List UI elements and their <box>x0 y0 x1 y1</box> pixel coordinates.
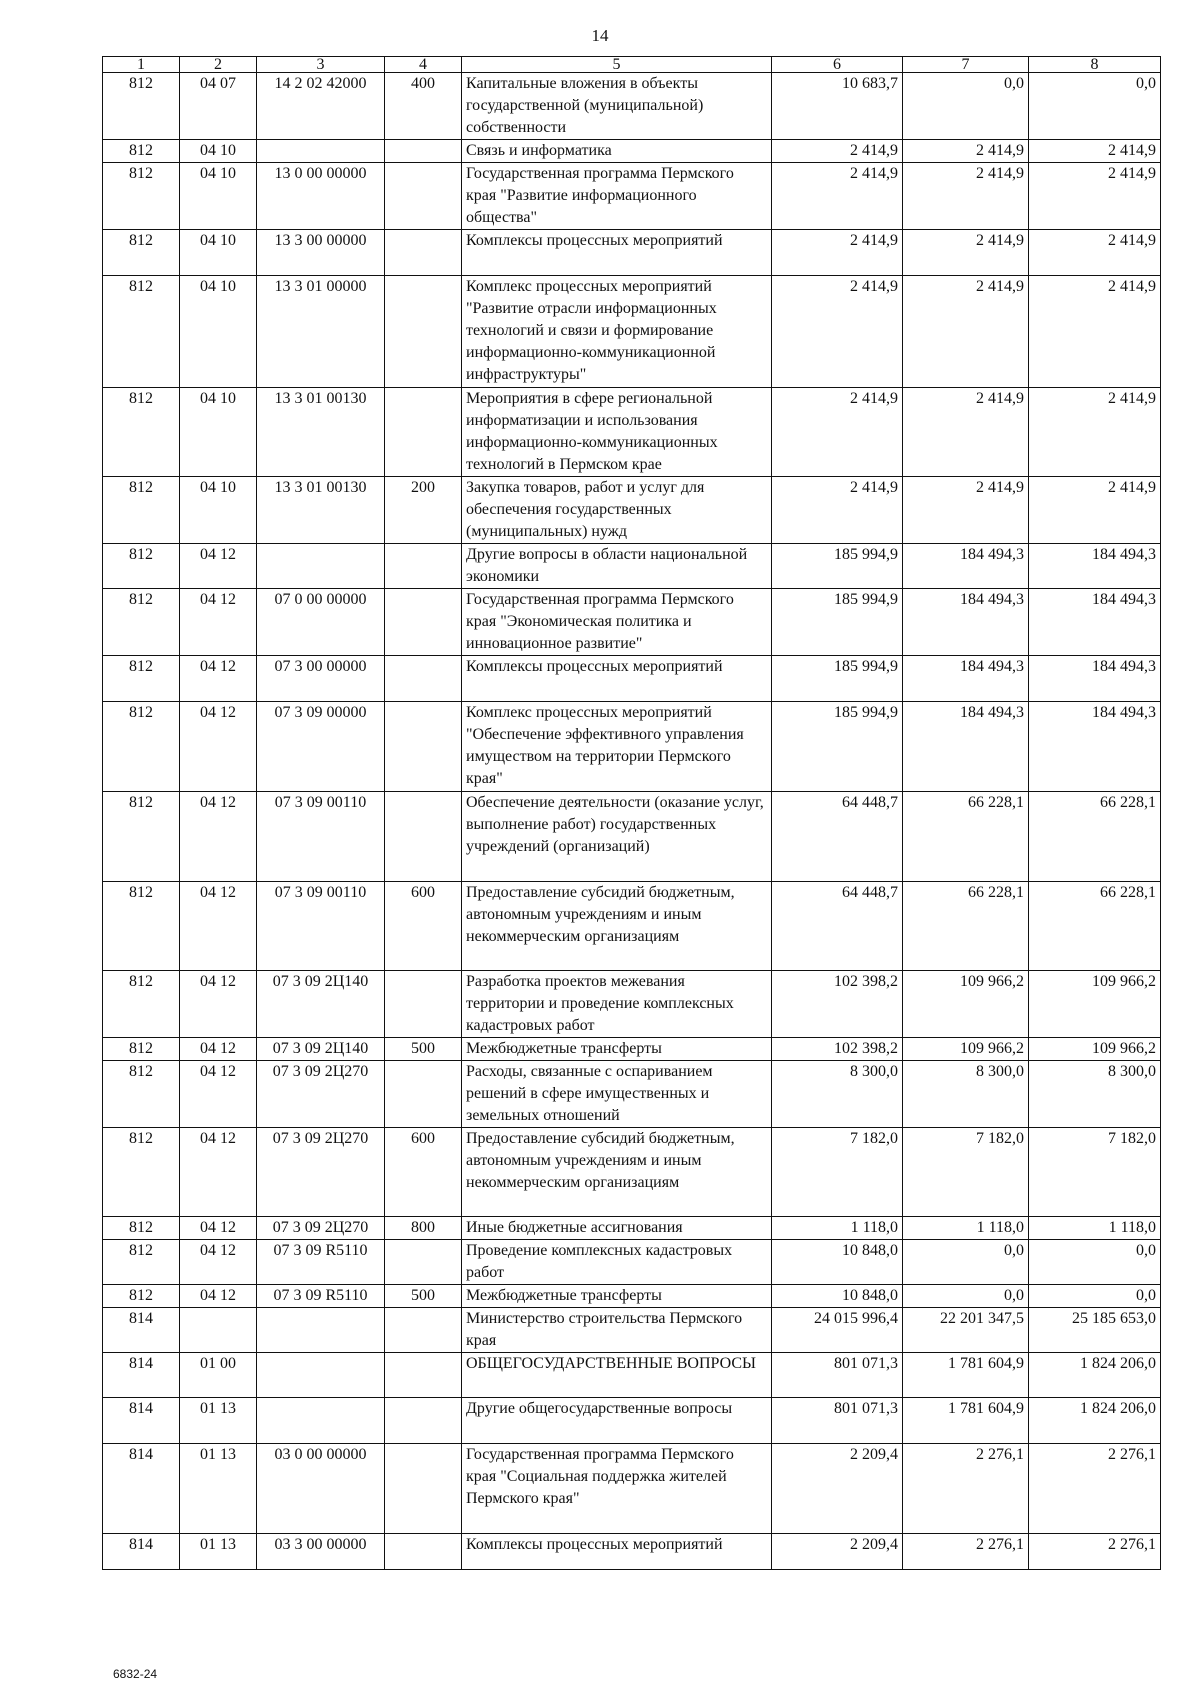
cell-chapter-code: 812 <box>103 276 180 388</box>
cell-amount-1: 10 848,0 <box>772 1240 903 1285</box>
cell-section-code: 04 10 <box>180 477 257 544</box>
cell-target-article: 07 3 09 2Ц270 <box>257 1217 385 1240</box>
table-row <box>103 1061 1161 1128</box>
cell-target-article <box>257 544 385 589</box>
cell-amount-1: 24 015 996,4 <box>772 1308 903 1353</box>
cell-section-code <box>180 1308 257 1353</box>
table-row <box>103 792 1161 882</box>
cell-expense-type <box>385 276 462 388</box>
cell-amount-3: 184 494,3 <box>1029 702 1161 792</box>
cell-name: Комплекс процессных мероприятий "Обеспечение эффективного управления имуществом на территории Пермского края" <box>462 702 772 792</box>
cell-amount-3: 66 228,1 <box>1029 792 1161 882</box>
cell-target-article <box>257 1353 385 1398</box>
cell-name: Закупка товаров, работ и услуг для обеспечения государственных (муниципальных) нужд <box>462 477 772 544</box>
cell-expense-type: 600 <box>385 1128 462 1217</box>
cell-section-code: 01 13 <box>180 1444 257 1534</box>
cell-expense-type: 800 <box>385 1217 462 1240</box>
cell-amount-2: 184 494,3 <box>903 589 1029 656</box>
cell-target-article: 13 0 00 00000 <box>257 163 385 230</box>
cell-chapter-code: 812 <box>103 544 180 589</box>
table-row <box>103 544 1161 589</box>
cell-chapter-code: 812 <box>103 140 180 163</box>
cell-amount-2: 2 276,1 <box>903 1444 1029 1534</box>
cell-target-article: 13 3 01 00130 <box>257 477 385 544</box>
cell-name: Расходы, связанные с оспариванием решений в сфере имущественных и земельных отношений <box>462 1061 772 1128</box>
cell-amount-2: 184 494,3 <box>903 702 1029 792</box>
cell-chapter-code: 812 <box>103 163 180 230</box>
table-row <box>103 971 1161 1038</box>
cell-target-article: 13 3 01 00000 <box>257 276 385 388</box>
cell-section-code: 04 12 <box>180 656 257 702</box>
cell-target-article: 07 3 09 R5110 <box>257 1285 385 1308</box>
cell-amount-3: 2 414,9 <box>1029 163 1161 230</box>
cell-amount-2: 2 414,9 <box>903 477 1029 544</box>
cell-section-code: 04 12 <box>180 1038 257 1061</box>
cell-section-code: 04 12 <box>180 1128 257 1217</box>
table-row <box>103 163 1161 230</box>
table-row <box>103 1240 1161 1285</box>
cell-section-code: 04 12 <box>180 882 257 971</box>
cell-amount-3: 2 414,9 <box>1029 230 1161 276</box>
cell-amount-2: 2 276,1 <box>903 1534 1029 1570</box>
cell-amount-3: 0,0 <box>1029 73 1161 140</box>
cell-amount-1: 2 414,9 <box>772 163 903 230</box>
cell-section-code: 04 10 <box>180 276 257 388</box>
cell-amount-2: 2 414,9 <box>903 163 1029 230</box>
table-row <box>103 1285 1161 1308</box>
cell-amount-2: 2 414,9 <box>903 140 1029 163</box>
cell-chapter-code: 812 <box>103 702 180 792</box>
table-row <box>103 1217 1161 1240</box>
cell-target-article: 07 3 09 2Ц270 <box>257 1061 385 1128</box>
cell-chapter-code: 812 <box>103 971 180 1038</box>
column-header-8: 8 <box>1029 57 1161 73</box>
cell-amount-2: 0,0 <box>903 1240 1029 1285</box>
cell-name: Государственная программа Пермского края "Экономическая политика и инновационное развитие" <box>462 589 772 656</box>
cell-target-article: 07 3 09 2Ц270 <box>257 1128 385 1217</box>
cell-target-article: 14 2 02 42000 <box>257 73 385 140</box>
cell-chapter-code: 812 <box>103 589 180 656</box>
cell-amount-3: 7 182,0 <box>1029 1128 1161 1217</box>
cell-amount-1: 102 398,2 <box>772 1038 903 1061</box>
cell-expense-type: 500 <box>385 1285 462 1308</box>
cell-chapter-code: 812 <box>103 1061 180 1128</box>
cell-chapter-code: 814 <box>103 1398 180 1444</box>
cell-name: Связь и информатика <box>462 140 772 163</box>
cell-name: Другие общегосударственные вопросы <box>462 1398 772 1444</box>
cell-chapter-code: 812 <box>103 792 180 882</box>
cell-amount-2: 8 300,0 <box>903 1061 1029 1128</box>
cell-name: Предоставление субсидий бюджетным, автономным учреждениям и иным некоммерческим организациям <box>462 882 772 971</box>
cell-target-article: 07 3 00 00000 <box>257 656 385 702</box>
cell-name: Государственная программа Пермского края "Социальная поддержка жителей Пермского края" <box>462 1444 772 1534</box>
cell-expense-type <box>385 230 462 276</box>
cell-amount-1: 801 071,3 <box>772 1398 903 1444</box>
table-row <box>103 1398 1161 1444</box>
cell-amount-1: 185 994,9 <box>772 656 903 702</box>
cell-expense-type: 600 <box>385 882 462 971</box>
cell-amount-1: 185 994,9 <box>772 702 903 792</box>
table-row <box>103 882 1161 971</box>
table-row <box>103 140 1161 163</box>
column-header-3: 3 <box>257 57 385 73</box>
cell-name: Предоставление субсидий бюджетным, автономным учреждениям и иным некоммерческим организациям <box>462 1128 772 1217</box>
table-row <box>103 1128 1161 1217</box>
cell-section-code: 04 12 <box>180 792 257 882</box>
page-number: 14 <box>591 26 609 45</box>
cell-expense-type <box>385 792 462 882</box>
cell-expense-type <box>385 1534 462 1570</box>
cell-amount-3: 1 824 206,0 <box>1029 1398 1161 1444</box>
cell-chapter-code: 814 <box>103 1353 180 1398</box>
cell-amount-1: 64 448,7 <box>772 792 903 882</box>
cell-amount-1: 2 414,9 <box>772 477 903 544</box>
table-row <box>103 589 1161 656</box>
cell-amount-3: 2 414,9 <box>1029 276 1161 388</box>
cell-amount-1: 102 398,2 <box>772 971 903 1038</box>
cell-amount-2: 2 414,9 <box>903 388 1029 477</box>
cell-expense-type <box>385 1398 462 1444</box>
cell-target-article: 03 3 00 00000 <box>257 1534 385 1570</box>
cell-amount-2: 184 494,3 <box>903 544 1029 589</box>
cell-amount-2: 0,0 <box>903 1285 1029 1308</box>
cell-amount-3: 1 824 206,0 <box>1029 1353 1161 1398</box>
table-row <box>103 1353 1161 1398</box>
cell-chapter-code: 812 <box>103 230 180 276</box>
cell-expense-type <box>385 388 462 477</box>
cell-expense-type <box>385 589 462 656</box>
cell-target-article: 07 0 00 00000 <box>257 589 385 656</box>
cell-amount-3: 184 494,3 <box>1029 589 1161 656</box>
cell-amount-1: 1 118,0 <box>772 1217 903 1240</box>
cell-section-code: 04 10 <box>180 163 257 230</box>
cell-chapter-code: 814 <box>103 1534 180 1570</box>
cell-expense-type <box>385 971 462 1038</box>
table-row <box>103 1038 1161 1061</box>
cell-chapter-code: 812 <box>103 477 180 544</box>
cell-target-article: 07 3 09 R5110 <box>257 1240 385 1285</box>
cell-name: Обеспечение деятельности (оказание услуг, выполнение работ) государственных учреждений (организаций) <box>462 792 772 882</box>
cell-expense-type <box>385 140 462 163</box>
cell-target-article: 13 3 00 00000 <box>257 230 385 276</box>
column-header-7: 7 <box>903 57 1029 73</box>
column-header-6: 6 <box>772 57 903 73</box>
cell-amount-3: 1 118,0 <box>1029 1217 1161 1240</box>
cell-amount-3: 2 414,9 <box>1029 477 1161 544</box>
cell-target-article <box>257 1308 385 1353</box>
cell-target-article <box>257 140 385 163</box>
cell-target-article: 07 3 09 2Ц140 <box>257 1038 385 1061</box>
table-header-row <box>103 57 1161 73</box>
table-row <box>103 73 1161 140</box>
cell-amount-3: 184 494,3 <box>1029 656 1161 702</box>
cell-amount-1: 2 414,9 <box>772 388 903 477</box>
cell-amount-3: 109 966,2 <box>1029 1038 1161 1061</box>
cell-name: Комплексы процессных мероприятий <box>462 1534 772 1570</box>
cell-name: Комплекс процессных мероприятий "Развитие отрасли информационных технологий и связи и формирование информационно-коммуникационной инфраструктуры" <box>462 276 772 388</box>
cell-amount-1: 64 448,7 <box>772 882 903 971</box>
cell-amount-3: 0,0 <box>1029 1285 1161 1308</box>
cell-expense-type <box>385 656 462 702</box>
cell-section-code: 04 10 <box>180 388 257 477</box>
cell-target-article <box>257 1398 385 1444</box>
cell-chapter-code: 812 <box>103 656 180 702</box>
cell-amount-1: 2 414,9 <box>772 230 903 276</box>
cell-amount-1: 7 182,0 <box>772 1128 903 1217</box>
cell-target-article: 13 3 01 00130 <box>257 388 385 477</box>
cell-name: Проведение комплексных кадастровых работ <box>462 1240 772 1285</box>
cell-amount-3: 0,0 <box>1029 1240 1161 1285</box>
cell-name: Комплексы процессных мероприятий <box>462 230 772 276</box>
cell-amount-2: 2 414,9 <box>903 276 1029 388</box>
cell-amount-1: 8 300,0 <box>772 1061 903 1128</box>
cell-amount-1: 10 848,0 <box>772 1285 903 1308</box>
cell-section-code: 04 12 <box>180 702 257 792</box>
table-row <box>103 230 1161 276</box>
cell-amount-3: 2 276,1 <box>1029 1534 1161 1570</box>
cell-section-code: 04 12 <box>180 971 257 1038</box>
cell-name: Межбюджетные трансферты <box>462 1038 772 1061</box>
cell-amount-3: 8 300,0 <box>1029 1061 1161 1128</box>
cell-expense-type <box>385 1061 462 1128</box>
cell-chapter-code: 812 <box>103 882 180 971</box>
cell-amount-3: 184 494,3 <box>1029 544 1161 589</box>
cell-name: Государственная программа Пермского края "Развитие информационного общества" <box>462 163 772 230</box>
cell-expense-type <box>385 1240 462 1285</box>
cell-name: Комплексы процессных мероприятий <box>462 656 772 702</box>
cell-amount-2: 184 494,3 <box>903 656 1029 702</box>
table-row <box>103 276 1161 388</box>
cell-expense-type: 200 <box>385 477 462 544</box>
cell-chapter-code: 812 <box>103 1217 180 1240</box>
cell-amount-3: 66 228,1 <box>1029 882 1161 971</box>
cell-amount-1: 2 414,9 <box>772 276 903 388</box>
cell-section-code: 04 07 <box>180 73 257 140</box>
cell-target-article: 07 3 09 00000 <box>257 702 385 792</box>
cell-amount-1: 2 209,4 <box>772 1534 903 1570</box>
cell-expense-type <box>385 1308 462 1353</box>
cell-amount-3: 2 276,1 <box>1029 1444 1161 1534</box>
cell-section-code: 04 12 <box>180 1217 257 1240</box>
table-row <box>103 1308 1161 1353</box>
cell-amount-3: 2 414,9 <box>1029 140 1161 163</box>
cell-amount-2: 1 118,0 <box>903 1217 1029 1240</box>
cell-section-code: 04 10 <box>180 140 257 163</box>
cell-expense-type: 400 <box>385 73 462 140</box>
cell-name: Министерство строительства Пермского края <box>462 1308 772 1353</box>
cell-section-code: 04 12 <box>180 589 257 656</box>
cell-amount-2: 66 228,1 <box>903 792 1029 882</box>
table-row <box>103 477 1161 544</box>
table-row <box>103 1534 1161 1570</box>
cell-section-code: 04 10 <box>180 230 257 276</box>
cell-amount-2: 2 414,9 <box>903 230 1029 276</box>
cell-amount-2: 22 201 347,5 <box>903 1308 1029 1353</box>
cell-amount-3: 109 966,2 <box>1029 971 1161 1038</box>
cell-chapter-code: 812 <box>103 1285 180 1308</box>
cell-chapter-code: 812 <box>103 388 180 477</box>
cell-target-article: 07 3 09 00110 <box>257 882 385 971</box>
budget-table <box>102 56 1161 1570</box>
cell-amount-2: 0,0 <box>903 73 1029 140</box>
cell-amount-2: 1 781 604,9 <box>903 1353 1029 1398</box>
cell-amount-1: 10 683,7 <box>772 73 903 140</box>
cell-amount-2: 1 781 604,9 <box>903 1398 1029 1444</box>
cell-name: Капитальные вложения в объекты государственной (муниципальной) собственности <box>462 73 772 140</box>
cell-amount-3: 25 185 653,0 <box>1029 1308 1161 1353</box>
cell-section-code: 04 12 <box>180 1285 257 1308</box>
cell-section-code: 04 12 <box>180 1061 257 1128</box>
column-header-2: 2 <box>180 57 257 73</box>
table-row <box>103 702 1161 792</box>
cell-amount-1: 185 994,9 <box>772 589 903 656</box>
cell-amount-2: 7 182,0 <box>903 1128 1029 1217</box>
cell-amount-1: 801 071,3 <box>772 1353 903 1398</box>
cell-amount-2: 109 966,2 <box>903 1038 1029 1061</box>
cell-name: Межбюджетные трансферты <box>462 1285 772 1308</box>
column-header-1: 1 <box>103 57 180 73</box>
table-body <box>103 73 1161 1570</box>
cell-name: Разработка проектов межевания территории и проведение комплексных кадастровых работ <box>462 971 772 1038</box>
cell-chapter-code: 812 <box>103 73 180 140</box>
cell-chapter-code: 812 <box>103 1128 180 1217</box>
cell-name: Другие вопросы в области национальной экономики <box>462 544 772 589</box>
cell-amount-3: 2 414,9 <box>1029 388 1161 477</box>
cell-name: Мероприятия в сфере региональной информатизации и использования информационно-коммуникационных технологий в Пермском крае <box>462 388 772 477</box>
cell-target-article: 07 3 09 00110 <box>257 792 385 882</box>
cell-amount-1: 2 209,4 <box>772 1444 903 1534</box>
column-header-5: 5 <box>462 57 772 73</box>
cell-amount-1: 2 414,9 <box>772 140 903 163</box>
cell-chapter-code: 814 <box>103 1444 180 1534</box>
cell-target-article: 03 0 00 00000 <box>257 1444 385 1534</box>
cell-expense-type <box>385 702 462 792</box>
cell-section-code: 04 12 <box>180 1240 257 1285</box>
cell-amount-2: 109 966,2 <box>903 971 1029 1038</box>
cell-expense-type <box>385 1353 462 1398</box>
cell-name: Иные бюджетные ассигнования <box>462 1217 772 1240</box>
table-row <box>103 1444 1161 1534</box>
cell-expense-type <box>385 163 462 230</box>
cell-amount-2: 66 228,1 <box>903 882 1029 971</box>
table-row <box>103 656 1161 702</box>
cell-expense-type <box>385 544 462 589</box>
cell-section-code: 01 13 <box>180 1398 257 1444</box>
cell-name: ОБЩЕГОСУДАРСТВЕННЫЕ ВОПРОСЫ <box>462 1353 772 1398</box>
cell-chapter-code: 812 <box>103 1038 180 1061</box>
cell-chapter-code: 812 <box>103 1240 180 1285</box>
table-row <box>103 388 1161 477</box>
column-header-4: 4 <box>385 57 462 73</box>
document-code: 6832-24 <box>113 1667 158 1681</box>
cell-expense-type <box>385 1444 462 1534</box>
cell-expense-type: 500 <box>385 1038 462 1061</box>
cell-section-code: 01 00 <box>180 1353 257 1398</box>
cell-section-code: 04 12 <box>180 544 257 589</box>
cell-amount-1: 185 994,9 <box>772 544 903 589</box>
cell-target-article: 07 3 09 2Ц140 <box>257 971 385 1038</box>
cell-section-code: 01 13 <box>180 1534 257 1570</box>
cell-chapter-code: 814 <box>103 1308 180 1353</box>
